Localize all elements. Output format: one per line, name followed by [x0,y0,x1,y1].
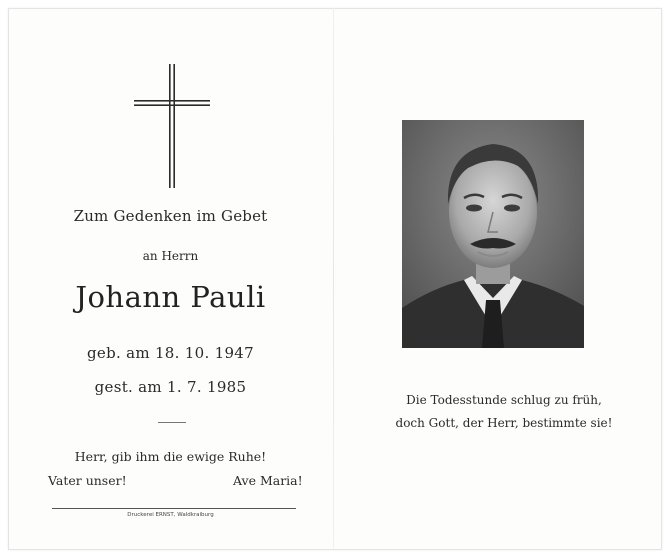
printer-credit: Druckerei ERNST, Waldkraiburg [127,512,214,518]
portrait-photo [402,120,584,348]
divider [158,422,186,423]
vater-unser: Vater unser! [48,473,127,488]
prayer-line: Herr, gib ihm die ewige Ruhe! [74,449,267,464]
verse-line-2: doch Gott, der Herr, bestimmte sie! [395,416,613,430]
memorial-heading: Zum Gedenken im Gebet [73,207,268,225]
death-date: gest. am 1. 7. 1985 [94,378,247,396]
left-panel [8,8,333,548]
right-panel [334,8,660,548]
portrait-image [402,120,584,348]
salutation: an Herrn [142,249,199,263]
deceased-name: Johann Pauli [75,280,266,314]
ave-maria: Ave Maria! [233,473,303,488]
birth-date: geb. am 18. 10. 1947 [87,344,254,362]
cross-icon [134,64,210,188]
printer-divider [52,508,296,509]
verse-line-1: Die Todesstunde schlug zu früh, [406,393,602,407]
